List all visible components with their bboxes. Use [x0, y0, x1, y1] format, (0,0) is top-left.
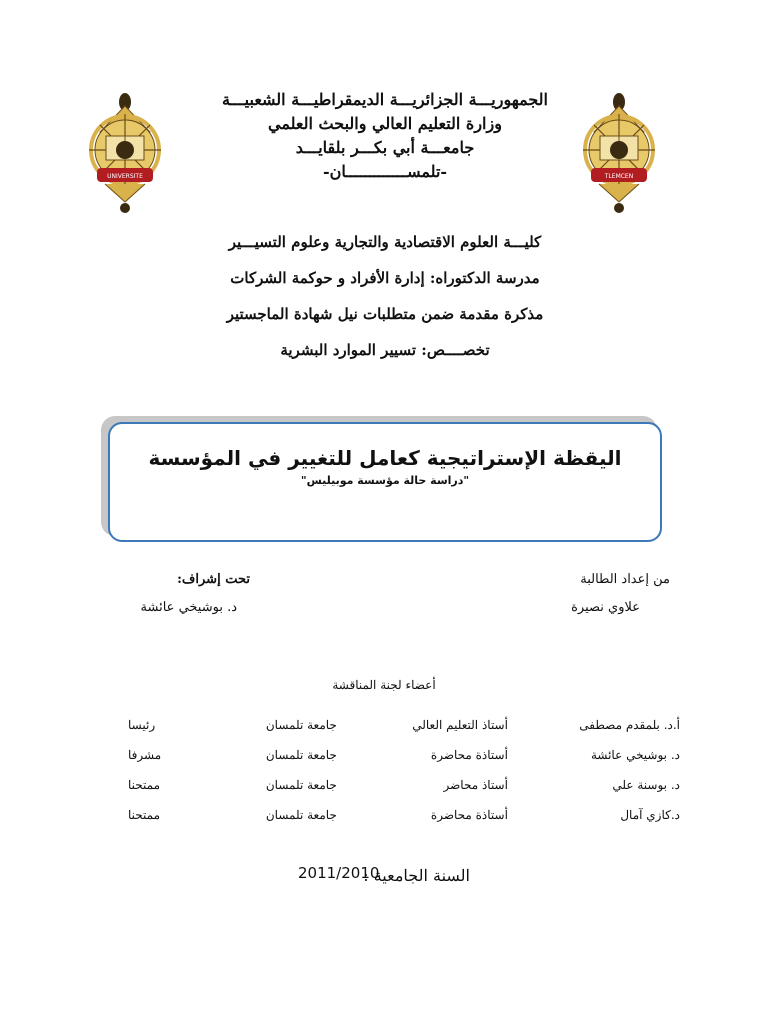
member-name: د.كازي آمال — [620, 808, 680, 822]
member-rank: أستاذ محاضر — [443, 778, 508, 792]
doctoral-school: مدرسة الدكتوراه: إدارة الأفراد و حوكمة الشركات — [230, 269, 540, 287]
member-university: جامعة تلمسان — [265, 808, 337, 822]
specialization: تخصــــص: تسيير الموارد البشرية — [280, 341, 490, 359]
svg-text:UNIVERSITE: UNIVERSITE — [107, 173, 143, 180]
member-role: مشرفا — [128, 748, 162, 762]
svg-text:TLEMCEN: TLEMCEN — [604, 173, 634, 180]
committee-row — [100, 800, 680, 830]
faculty-block — [170, 224, 600, 368]
member-rank: أستاذ التعليم العالي — [412, 718, 508, 732]
member-role: ممتحنا — [128, 808, 161, 822]
committee-table — [100, 710, 680, 830]
thesis-purpose: مذكرة مقدمة ضمن متطلبات نيل شهادة الماجستير — [226, 305, 544, 323]
member-rank: أستاذة محاضرة — [430, 808, 508, 822]
member-name: أ.د. بلمقدم مصطفى — [579, 718, 680, 732]
member-name: د. بوسنة علي — [612, 778, 680, 792]
supervisor-label: تحت إشراف: — [177, 572, 250, 587]
university-emblem-icon — [574, 92, 664, 214]
member-university: جامعة تلمسان — [265, 718, 337, 732]
university-emblem-icon — [80, 92, 170, 214]
member-university: جامعة تلمسان — [265, 748, 337, 762]
student-label: من إعداد الطالبة — [580, 572, 670, 587]
ministry-name: وزارة التعليم العالي والبحث العلمي — [268, 114, 502, 133]
institution-header — [190, 88, 580, 184]
country-name: الجمهوريـــة الجزائريـــة الديمقراطيـــة الشعبيـــة — [222, 90, 548, 109]
committee-row — [100, 770, 680, 800]
faculty-name: كليـــة العلوم الاقتصادية والتجارية وعلوم التسيـــير — [228, 233, 542, 251]
student-name: علاوي نصيرة — [571, 600, 640, 615]
member-name: د. بوشيخي عائشة — [590, 748, 680, 762]
academic-year-value: 2011/2010 — [298, 864, 380, 882]
supervisor-name: د. بوشيخي عائشة — [140, 600, 237, 615]
thesis-title: اليقظة الإستراتيجية كعامل للتغيير في المؤسسة — [148, 446, 622, 470]
member-university: جامعة تلمسان — [265, 778, 337, 792]
academic-year-label: السنة الجامعية : — [363, 866, 470, 885]
member-role: ممتحنا — [128, 778, 161, 792]
committee-title: أعضاء لجنة المناقشة — [332, 678, 436, 692]
member-role: رئيسا — [128, 718, 156, 732]
city-name: -تلمســـــــــــــان- — [322, 162, 448, 181]
university-name: جامعـــة أبي بكـــر بلقايـــد — [295, 138, 475, 157]
thesis-subtitle: "دراسة حالة مؤسسة موبيليس" — [300, 474, 470, 487]
member-rank: أستاذة محاضرة — [430, 748, 508, 762]
thesis-title-box — [108, 422, 662, 542]
committee-row — [100, 740, 680, 770]
committee-row — [100, 710, 680, 740]
